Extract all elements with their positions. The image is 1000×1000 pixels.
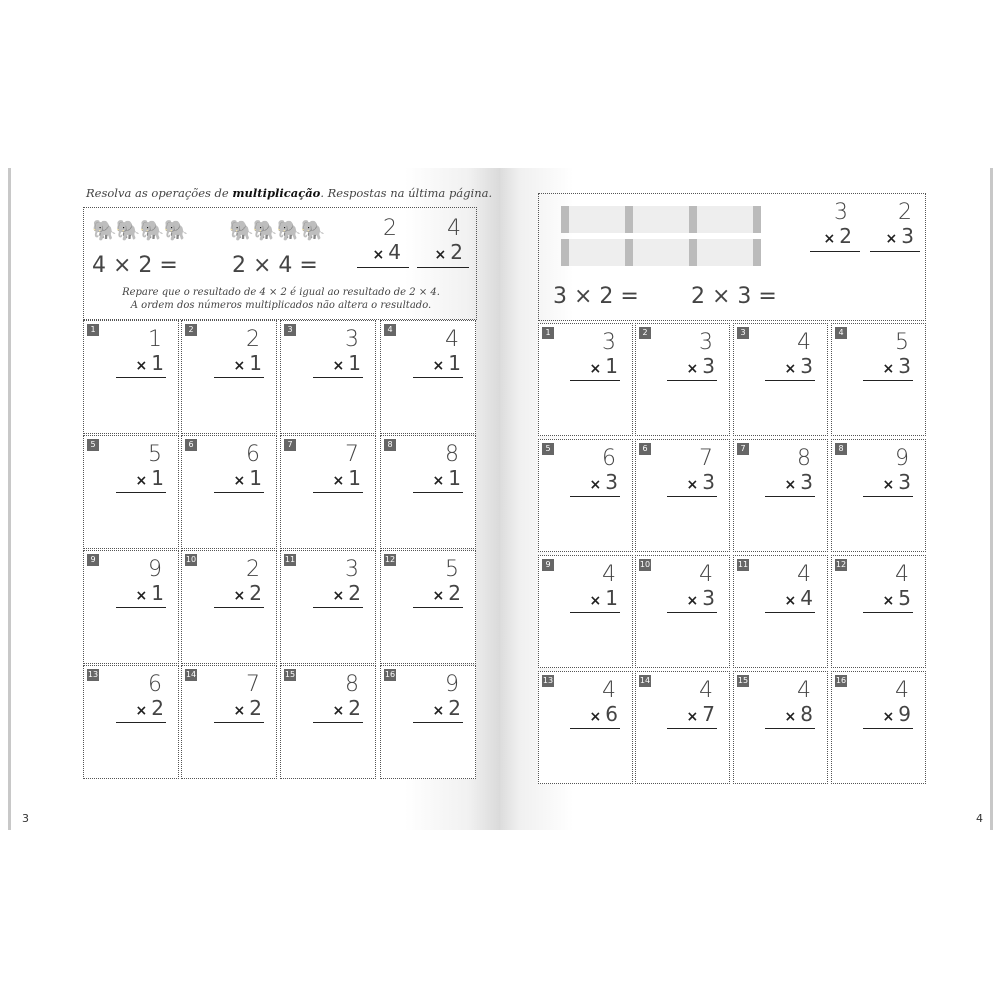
note-line: A ordem dos números multiplicados não altera o resultado. xyxy=(130,300,432,311)
tens-bar-icon xyxy=(625,206,697,233)
instruction xyxy=(86,186,492,200)
multiplier xyxy=(433,351,461,375)
multiplier-value: 3 xyxy=(702,354,715,378)
times-sign: × xyxy=(332,703,345,719)
times-sign: × xyxy=(882,709,895,725)
multiplier xyxy=(687,354,715,378)
top-number: 4 xyxy=(797,562,811,587)
top-number: 9 xyxy=(895,446,909,471)
multiplier-value: 3 xyxy=(800,354,813,378)
exercise-number: 15 xyxy=(284,670,296,679)
answer-line xyxy=(413,607,463,608)
exercise-cell[interactable] xyxy=(831,323,926,436)
answer-line xyxy=(863,380,913,381)
answer-line xyxy=(214,607,264,608)
vertical-example xyxy=(414,216,469,272)
exercise-cell[interactable] xyxy=(538,323,633,436)
answer-line xyxy=(667,496,717,497)
multiplier xyxy=(373,240,401,264)
exercise-cell[interactable] xyxy=(83,435,179,549)
times-sign: × xyxy=(432,358,445,374)
top-number: 4 xyxy=(445,327,459,352)
multiplier xyxy=(687,470,715,494)
elephants-icon: 🐘🐘🐘🐘 xyxy=(229,218,325,242)
times-sign: × xyxy=(885,231,898,247)
exercise-number: 3 xyxy=(284,324,296,336)
answer-line xyxy=(357,267,409,268)
exercise-cell[interactable] xyxy=(733,555,828,668)
exercise-number: 9 xyxy=(542,559,554,571)
exercise-number: 10 xyxy=(639,560,651,569)
top-number: 4 xyxy=(895,562,909,587)
exercise-cell[interactable] xyxy=(181,435,277,549)
top-number: 4 xyxy=(602,562,616,587)
times-sign: × xyxy=(882,361,895,377)
multiplier-value: 3 xyxy=(702,470,715,494)
times-sign: × xyxy=(432,473,445,489)
multiplier xyxy=(590,470,618,494)
multiplier xyxy=(785,354,813,378)
top-number: 8 xyxy=(445,442,459,467)
answer-line xyxy=(765,496,815,497)
tens-bar-icon xyxy=(561,239,633,266)
tens-bar-icon xyxy=(689,206,761,233)
multiplier-value: 9 xyxy=(898,702,911,726)
multiplier-value: 1 xyxy=(151,581,164,605)
exercise-cell[interactable] xyxy=(538,671,633,784)
answer-line xyxy=(214,492,264,493)
exercise-cell[interactable] xyxy=(733,439,828,552)
right-example-box xyxy=(538,193,926,321)
multiplier xyxy=(785,586,813,610)
answer-line xyxy=(570,380,620,381)
top-number: 3 xyxy=(345,327,359,352)
times-sign: × xyxy=(589,593,602,609)
multiplier xyxy=(333,696,361,720)
top-number: 4 xyxy=(797,678,811,703)
exercise-number: 11 xyxy=(737,560,749,569)
exercise-number: 12 xyxy=(835,560,847,569)
top-number: 1 xyxy=(148,327,162,352)
exercise-number: 10 xyxy=(185,555,197,564)
page-number: 4 xyxy=(976,812,983,825)
answer-line xyxy=(870,251,920,252)
top-number: 8 xyxy=(797,446,811,471)
top-number: 2 xyxy=(383,216,397,241)
exercise-cell[interactable] xyxy=(635,671,730,784)
times-sign: × xyxy=(589,361,602,377)
exercise-number: 15 xyxy=(737,676,749,685)
exercise-number: 13 xyxy=(542,676,554,685)
answer-line xyxy=(313,607,363,608)
multiplier xyxy=(234,696,262,720)
multiplier xyxy=(883,702,911,726)
multiplier-value: 1 xyxy=(348,466,361,490)
top-number: 7 xyxy=(345,442,359,467)
multiplier-value: 4 xyxy=(800,586,813,610)
multiplier xyxy=(883,470,911,494)
example-expression: 2 × 4 = xyxy=(232,253,318,278)
times-sign: × xyxy=(686,477,699,493)
exercise-number: 4 xyxy=(835,327,847,339)
example-expression: 2 × 3 = xyxy=(691,284,777,309)
times-sign: × xyxy=(135,473,148,489)
answer-line xyxy=(570,728,620,729)
exercise-cell[interactable] xyxy=(380,550,476,664)
answer-line xyxy=(214,377,264,378)
multiplier-value: 4 xyxy=(388,240,401,264)
answer-line xyxy=(810,251,860,252)
times-sign: × xyxy=(589,477,602,493)
top-number: 7 xyxy=(246,672,260,697)
multiplier-value: 1 xyxy=(249,351,262,375)
times-sign: × xyxy=(589,709,602,725)
top-number: 4 xyxy=(895,678,909,703)
times-sign: × xyxy=(233,358,246,374)
exercise-cell[interactable] xyxy=(181,550,277,664)
tens-bar-icon xyxy=(561,206,633,233)
exercise-cell[interactable] xyxy=(280,665,376,779)
top-number: 5 xyxy=(895,330,909,355)
multiplier-value: 8 xyxy=(800,702,813,726)
exercise-number: 12 xyxy=(384,555,396,564)
multiplier xyxy=(234,466,262,490)
times-sign: × xyxy=(823,231,836,247)
multiplier xyxy=(234,351,262,375)
exercise-number: 16 xyxy=(835,676,847,685)
top-number: 4 xyxy=(447,216,461,241)
answer-line xyxy=(313,492,363,493)
multiplier-value: 5 xyxy=(898,586,911,610)
answer-line xyxy=(667,380,717,381)
answer-line xyxy=(570,496,620,497)
times-sign: × xyxy=(332,473,345,489)
exercise-number: 9 xyxy=(87,554,99,566)
note-line: Repare que o resultado de 4 × 2 é igual ao resultado de 2 × 4. xyxy=(122,287,440,298)
exercise-cell[interactable] xyxy=(83,320,179,434)
exercise-cell[interactable] xyxy=(635,439,730,552)
answer-line xyxy=(765,728,815,729)
answer-line xyxy=(313,377,363,378)
multiplier xyxy=(433,696,461,720)
exercise-number: 6 xyxy=(639,443,651,455)
answer-line xyxy=(417,267,469,268)
exercise-number: 1 xyxy=(87,324,99,336)
top-number: 2 xyxy=(246,557,260,582)
times-sign: × xyxy=(372,247,385,263)
multiplier xyxy=(136,466,164,490)
answer-line xyxy=(667,728,717,729)
multiplier xyxy=(136,696,164,720)
exercise-number: 5 xyxy=(542,443,554,455)
multiplier-value: 2 xyxy=(249,581,262,605)
exercise-cell[interactable] xyxy=(380,665,476,779)
multiplier-value: 1 xyxy=(605,354,618,378)
times-sign: × xyxy=(686,709,699,725)
top-number: 2 xyxy=(898,200,912,225)
multiplier-value: 2 xyxy=(839,224,852,248)
exercise-cell[interactable] xyxy=(831,555,926,668)
top-number: 6 xyxy=(148,672,162,697)
exercise-number: 7 xyxy=(737,443,749,455)
tens-bar-icon xyxy=(625,239,697,266)
multiplier-value: 3 xyxy=(605,470,618,494)
times-sign: × xyxy=(784,709,797,725)
top-number: 6 xyxy=(602,446,616,471)
answer-line xyxy=(765,612,815,613)
multiplier xyxy=(333,351,361,375)
multiplier xyxy=(590,354,618,378)
exercise-cell[interactable] xyxy=(733,323,828,436)
exercise-number: 5 xyxy=(87,439,99,451)
multiplier-value: 3 xyxy=(898,354,911,378)
multiplier-value: 2 xyxy=(249,696,262,720)
top-number: 9 xyxy=(148,557,162,582)
top-number: 4 xyxy=(699,562,713,587)
times-sign: × xyxy=(432,588,445,604)
multiplier-value: 1 xyxy=(151,351,164,375)
multiplier xyxy=(136,351,164,375)
multiplier xyxy=(785,470,813,494)
multiplier xyxy=(433,581,461,605)
exercise-cell[interactable] xyxy=(733,671,828,784)
answer-line xyxy=(863,612,913,613)
multiplier xyxy=(883,354,911,378)
top-number: 6 xyxy=(246,442,260,467)
exercise-cell[interactable] xyxy=(635,555,730,668)
exercise-number: 3 xyxy=(737,327,749,339)
multiplier-value: 1 xyxy=(348,351,361,375)
multiplier-value: 3 xyxy=(898,470,911,494)
answer-line xyxy=(667,612,717,613)
instruction-text: Resolva as operações de xyxy=(86,186,233,200)
answer-line xyxy=(413,492,463,493)
exercise-number: 8 xyxy=(835,443,847,455)
exercise-cell[interactable] xyxy=(831,671,926,784)
example-expression: 3 × 2 = xyxy=(553,284,639,309)
times-sign: × xyxy=(882,477,895,493)
exercise-cell[interactable] xyxy=(280,550,376,664)
multiplier xyxy=(234,581,262,605)
times-sign: × xyxy=(332,588,345,604)
top-number: 7 xyxy=(699,446,713,471)
exercise-cell[interactable] xyxy=(380,320,476,434)
top-number: 3 xyxy=(345,557,359,582)
answer-line xyxy=(116,722,166,723)
exercise-number: 13 xyxy=(87,670,99,679)
times-sign: × xyxy=(686,593,699,609)
exercise-cell[interactable] xyxy=(83,665,179,779)
multiplier xyxy=(333,581,361,605)
left-example-box xyxy=(83,207,477,320)
multiplier-value: 2 xyxy=(448,581,461,605)
exercise-cell[interactable] xyxy=(380,435,476,549)
multiplier-value: 7 xyxy=(702,702,715,726)
multiplier-value: 6 xyxy=(605,702,618,726)
answer-line xyxy=(863,728,913,729)
multiplier-value: 1 xyxy=(151,466,164,490)
times-sign: × xyxy=(135,703,148,719)
times-sign: × xyxy=(233,588,246,604)
multiplier xyxy=(883,586,911,610)
vertical-example xyxy=(354,216,409,272)
multiplier-value: 2 xyxy=(348,581,361,605)
top-number: 4 xyxy=(699,678,713,703)
top-number: 3 xyxy=(834,200,848,225)
exercise-cell[interactable] xyxy=(831,439,926,552)
top-number: 5 xyxy=(445,557,459,582)
exercise-number: 11 xyxy=(284,555,296,564)
instruction-text-end: . Respostas na última página. xyxy=(320,186,493,200)
note xyxy=(84,286,478,312)
vertical-example xyxy=(805,200,860,256)
times-sign: × xyxy=(882,593,895,609)
exercise-number: 6 xyxy=(185,439,197,451)
instruction-bold: multiplicação xyxy=(232,186,321,200)
top-number: 2 xyxy=(246,327,260,352)
times-sign: × xyxy=(784,477,797,493)
times-sign: × xyxy=(432,703,445,719)
exercise-number: 16 xyxy=(384,670,396,679)
top-number: 3 xyxy=(699,330,713,355)
answer-line xyxy=(313,722,363,723)
exercise-cell[interactable] xyxy=(538,555,633,668)
multiplier xyxy=(687,702,715,726)
exercise-cell[interactable] xyxy=(280,320,376,434)
example-expression: 4 × 2 = xyxy=(92,253,178,278)
multiplier-value: 3 xyxy=(702,586,715,610)
multiplier xyxy=(785,702,813,726)
times-sign: × xyxy=(233,703,246,719)
multiplier-value: 1 xyxy=(448,351,461,375)
top-number: 4 xyxy=(602,678,616,703)
multiplier-value: 2 xyxy=(450,240,463,264)
times-sign: × xyxy=(686,361,699,377)
times-sign: × xyxy=(135,358,148,374)
page-number: 3 xyxy=(22,812,29,825)
exercise-cell[interactable] xyxy=(280,435,376,549)
multiplier xyxy=(687,586,715,610)
elephants-icon: 🐘🐘🐘🐘 xyxy=(92,218,188,242)
exercise-number: 2 xyxy=(185,324,197,336)
exercise-number: 4 xyxy=(384,324,396,336)
multiplier xyxy=(590,586,618,610)
tens-bar-icon xyxy=(689,239,761,266)
multiplier xyxy=(136,581,164,605)
times-sign: × xyxy=(135,588,148,604)
exercise-number: 14 xyxy=(185,670,197,679)
answer-line xyxy=(116,607,166,608)
multiplier xyxy=(433,466,461,490)
exercise-number: 14 xyxy=(639,676,651,685)
top-number: 5 xyxy=(148,442,162,467)
times-sign: × xyxy=(784,593,797,609)
multiplier-value: 1 xyxy=(605,586,618,610)
times-sign: × xyxy=(233,473,246,489)
answer-line xyxy=(863,496,913,497)
multiplier xyxy=(590,702,618,726)
exercise-cell[interactable] xyxy=(181,320,277,434)
multiplier-value: 3 xyxy=(901,224,914,248)
exercise-number: 2 xyxy=(639,327,651,339)
multiplier xyxy=(333,466,361,490)
answer-line xyxy=(570,612,620,613)
multiplier-value: 2 xyxy=(348,696,361,720)
answer-line xyxy=(765,380,815,381)
multiplier xyxy=(886,224,914,248)
answer-line xyxy=(116,492,166,493)
top-number: 3 xyxy=(602,330,616,355)
exercise-number: 1 xyxy=(542,327,554,339)
top-number: 9 xyxy=(445,672,459,697)
exercise-cell[interactable] xyxy=(635,323,730,436)
top-number: 8 xyxy=(345,672,359,697)
multiplier-value: 1 xyxy=(448,466,461,490)
multiplier-value: 3 xyxy=(800,470,813,494)
times-sign: × xyxy=(434,247,447,263)
multiplier-value: 2 xyxy=(151,696,164,720)
exercise-number: 8 xyxy=(384,439,396,451)
top-number: 4 xyxy=(797,330,811,355)
answer-line xyxy=(413,377,463,378)
exercise-cell[interactable] xyxy=(538,439,633,552)
exercise-cell[interactable] xyxy=(181,665,277,779)
multiplier xyxy=(435,240,463,264)
answer-line xyxy=(116,377,166,378)
times-sign: × xyxy=(784,361,797,377)
exercise-cell[interactable] xyxy=(83,550,179,664)
multiplier xyxy=(824,224,852,248)
answer-line xyxy=(214,722,264,723)
answer-line xyxy=(413,722,463,723)
vertical-example xyxy=(865,200,920,256)
exercise-number: 7 xyxy=(284,439,296,451)
multiplier-value: 1 xyxy=(249,466,262,490)
multiplier-value: 2 xyxy=(448,696,461,720)
times-sign: × xyxy=(332,358,345,374)
